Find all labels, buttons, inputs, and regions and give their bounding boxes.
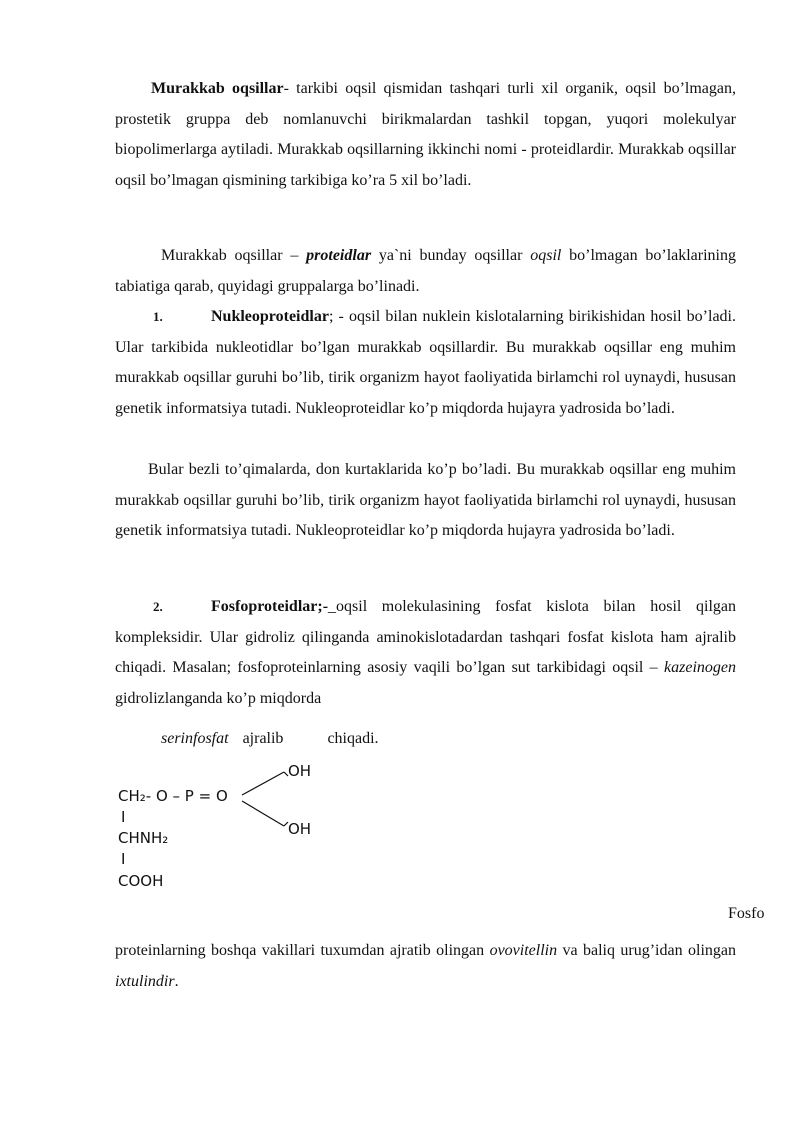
term-nukleoproteidlar: Nukleoproteidlar [211, 308, 329, 325]
formula-row-chnh2: CHNH₂ [118, 829, 169, 847]
paragraph-definition [115, 74, 736, 196]
term-serinfosfat: serinfosfat [161, 730, 229, 747]
word-ajralib: ajralib [242, 730, 284, 747]
formula-row-ch2: CH₂- O – P = O [118, 787, 228, 805]
word-chiqadi: chiqadi. [327, 730, 379, 747]
paragraph-fosfoproteinlar [115, 936, 736, 997]
item-text: ; - oqsil bilan nuklein kislotalarning birikishidan hosil bo’ladi. Ular tarkibida nukleotidlar bo’lgan murakkab oqsillardir. Bu murakkab oqsillar eng muhim murakkab oqsillar guruhi bo’lib, tirik organizm hayot faoliyatida birlamchi rol uynaydi, hususan genetik informatsiya tutadi. Nukleoproteidlar ko’p miqdorda hujayra yadrosida bo’ladi. [115, 308, 736, 417]
term-ovovitellin: ovovitellin [489, 942, 558, 959]
definition-text: - tarkibi oqsil qismidan tashqari turli xil organik, oqsil bo’lmagan, prostetik gruppa deb nomlanuvchi birikmalardan tashkil topgan, yuqori molekulyar biopolimerlarga aytiladi. Murakkab oqsillarning ikkinchi nomi - proteidlardir. Murakkab oqsillar oqsil bo’lmagan qismining tarkibiga ko’ra 5 xil bo’ladi. [115, 80, 737, 189]
paragraph-bular [115, 455, 736, 547]
term-proteidlar: proteidlar [306, 247, 372, 264]
formula-bond-vertical: I [121, 808, 126, 826]
formula-row-cooh: COOH [118, 872, 164, 890]
list-item-fosfoproteidlar [115, 592, 736, 714]
text-part: va baliq urug’idan olingan [557, 942, 736, 959]
word-fosfo: Fosfo [728, 905, 765, 922]
formula-bond-lower [242, 801, 284, 826]
formula-oh-bottom: OH [288, 820, 312, 838]
formula-bond-upper [242, 772, 284, 795]
paragraph-proteidlar [115, 241, 736, 302]
paragraph-text: Bular bezli to’qimalarda, don kurtaklarida ko’p bo’ladi. Bu murakkab oqsillar eng muhim murakkab oqsillar guruhi bo’lib, tirik organizm hayot faoliyatida birlamchi rol uynaydi, hususan genetik informatsiya tutadi. Nukleoproteidlar ko’p miqdorda hujayra yadrosida bo’ladi. [115, 461, 736, 539]
text-part: ya`ni bunday oqsillar [371, 247, 531, 264]
term-ixtulindir: ixtulindir [115, 972, 175, 990]
list-number: 2. [153, 599, 163, 614]
list-number: 1. [153, 309, 163, 324]
term-murakkab-oqsillar: Murakkab oqsillar [151, 80, 284, 97]
text-part: bo’lmagan bo’laklarining tabiatiga qarab, quyidagi gruppalarga bo’linadi. [115, 247, 737, 295]
text-part: . [174, 972, 179, 990]
list-item-nukleoproteidlar [115, 302, 736, 424]
formula-bond-vertical: I [121, 850, 126, 868]
item-text: _oqsil molekulasining fosfat kislota bilan hosil qilgan kompleksidir. Ular gidroliz qilinganda aminokislotadardan tashqari fosfat kislota ham ajralib chiqadi. Masalan; fosfoproteinlarning asosiy vaqili bo’lgan sut tarkibidagi oqsil – [115, 598, 736, 676]
text-part: proteinlarning boshqa vakillari tuxumdan ajratib olingan [115, 942, 490, 959]
term-kazeinogen: kazeinogen [664, 659, 736, 676]
term-oqsil: oqsil [530, 247, 562, 264]
term-fosfoproteidlar: Fosfoproteidlar;- [211, 598, 329, 615]
item-text-end: gidrolizlanganda ko’p miqdorda [115, 689, 322, 707]
formula-oh-top: OH [288, 762, 312, 780]
serinfosfat-structural-formula [118, 760, 348, 895]
text-part: Murakkab oqsillar – [161, 247, 307, 264]
serinfosfat-line [115, 724, 736, 755]
